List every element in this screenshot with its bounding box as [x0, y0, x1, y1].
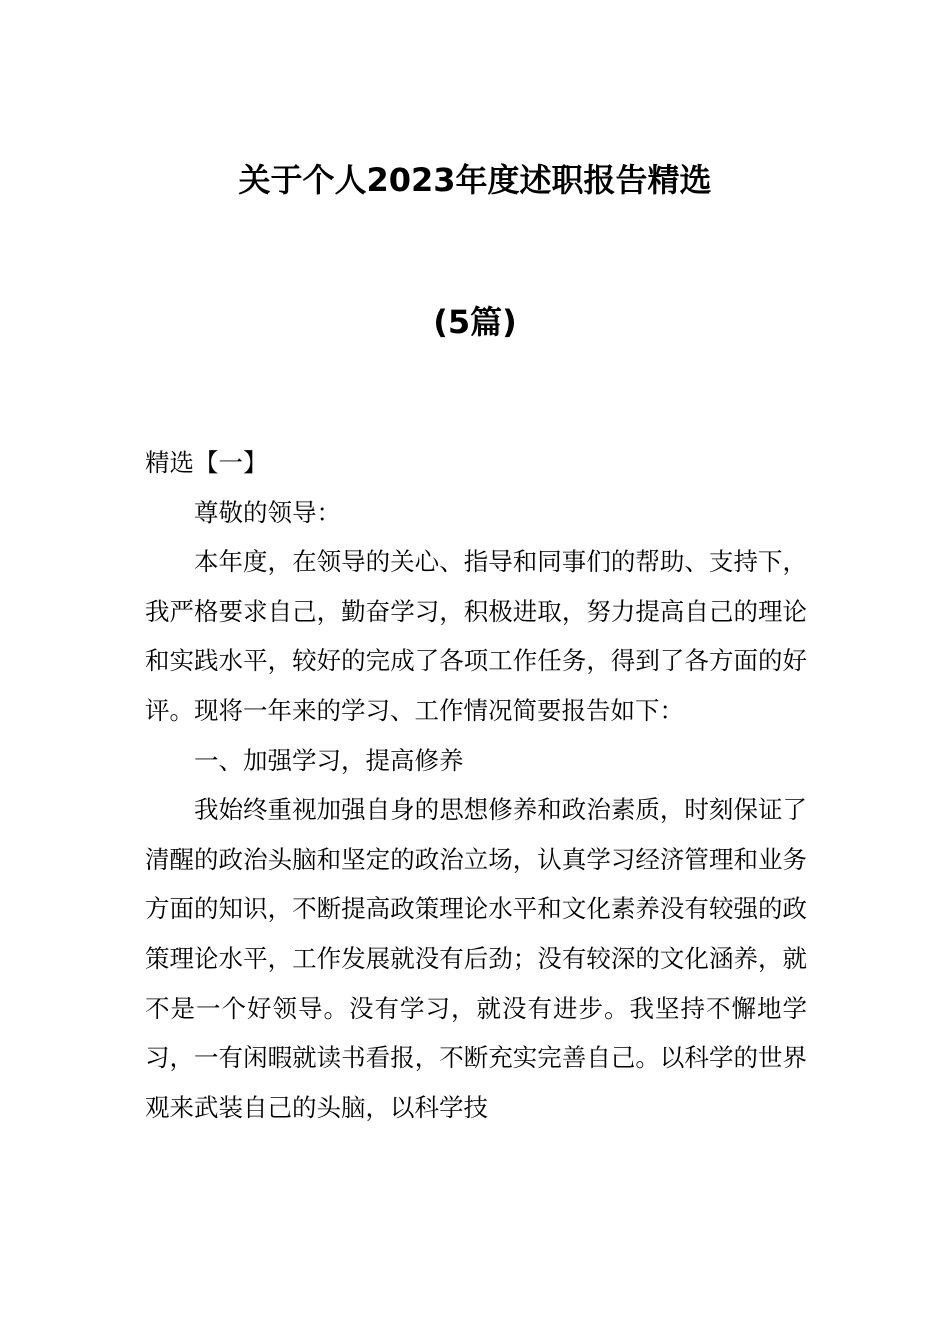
- paragraph-intro: 本年度，在领导的关心、指导和同事们的帮助、支持下，我严格要求自己，勤奋学习，积极进取，努力提高自己的理论和实践水平，较好的完成了各项工作任务，得到了各方面的好评。现将一年来的学习、工作情况简要报告如下：: [145, 547, 807, 725]
- section-label: 精选【一】: [145, 448, 268, 477]
- document-subtitle: (5篇): [433, 303, 517, 341]
- document-body: [145, 438, 807, 1132]
- salutation: 尊敬的领导：: [194, 497, 341, 527]
- paragraph-study: 我始终重视加强自身的思想修养和政治素质，时刻保证了清醒的政治头脑和坚定的政治立场，认真学习经济管理和业务方面的知识，不断提高政策理论水平和文化素养没有较强的政策理论水平，工作发展就没有后劲；没有较深的文化涵养，就不是一个好领导。没有学习，就没有进步。我坚持不懈地学习，一有闲暇就读书看报，不断充实完善自己。以科学的世界观来武装自己的头脑，以科学技: [145, 795, 807, 1122]
- document-title: 关于个人2023年度述职报告精选: [238, 161, 712, 199]
- section-heading: 一、加强学习，提高修养: [194, 745, 464, 775]
